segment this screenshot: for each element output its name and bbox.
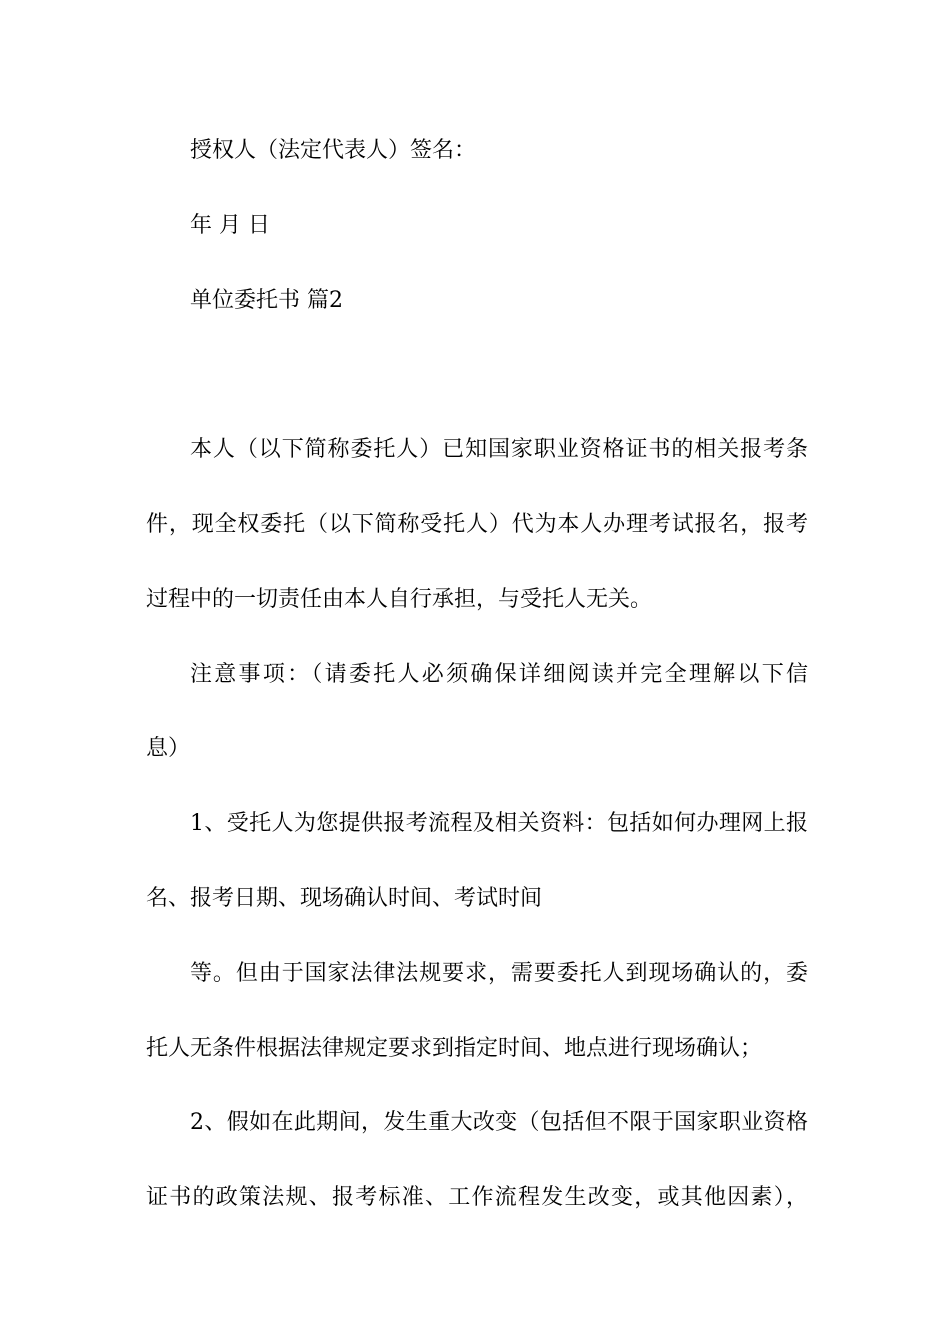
item2-line1: 2、假如在此期间，发生重大改变（包括但不限于国家职业资格 xyxy=(190,1110,808,1135)
date-line: 年 月 日 xyxy=(190,213,270,238)
section-title: 单位委托书 篇2 xyxy=(190,288,343,313)
item2-line2: 证书的政策法规、报考标准、工作流程发生改变，或其他因素）， xyxy=(146,1185,808,1210)
para1-line2: 件，现全权委托（以下简称受托人）代为本人办理考试报名，报考 xyxy=(146,512,808,537)
para1-line1: 本人（以下简称委托人）已知国家职业资格证书的相关报考条 xyxy=(190,437,808,462)
notice-line2: 息） xyxy=(146,736,191,761)
para2-line2: 托人无条件根据法律规定要求到指定时间、地点进行现场确认； xyxy=(146,1036,763,1061)
para1-line3: 过程中的一切责任由本人自行承担，与受托人无关。 xyxy=(146,587,653,612)
item1-line2: 名、报考日期、现场确认时间、考试时间 xyxy=(146,886,543,911)
notice-line1: 注意事项：（请委托人必须确保详细阅读并完全理解以下信 xyxy=(190,662,808,687)
item1-line1: 1、受托人为您提供报考流程及相关资料：包括如何办理网上报 xyxy=(190,811,808,836)
para2-line1: 等。但由于国家法律法规要求，需要委托人到现场确认的，委 xyxy=(190,961,808,986)
signature-line: 授权人（法定代表人）签名： xyxy=(190,138,477,163)
